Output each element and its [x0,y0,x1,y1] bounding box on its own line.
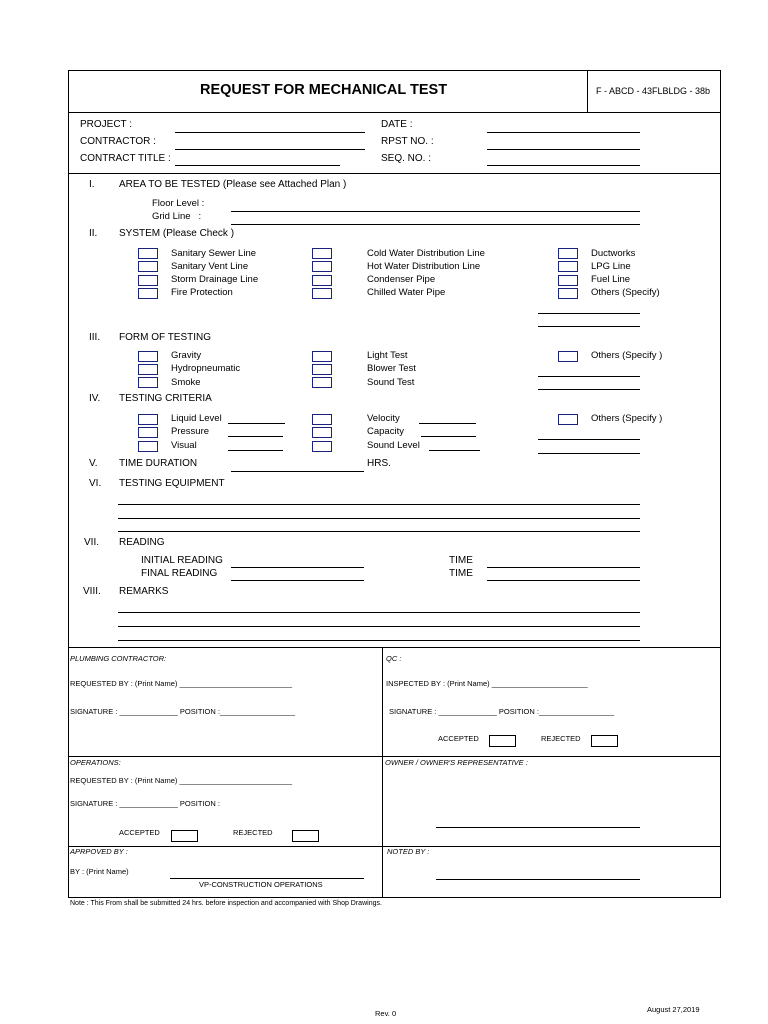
system-item: Sanitary Sewer Line [171,248,257,259]
plumbing-contractor-heading: PLUMBING CONTRACTOR: [70,654,167,663]
criteria-item: Liquid Level [171,413,222,424]
remarks-line[interactable] [118,640,640,641]
floor-level-field[interactable] [231,211,640,212]
operations-heading: OPERATIONS: [70,758,121,767]
contractor-field[interactable] [175,149,365,150]
checkbox-storm-drainage[interactable] [138,275,158,286]
section3-number: III. [89,332,101,343]
system-item: Storm Drainage Line [171,274,259,285]
equipment-line[interactable] [118,518,640,519]
operations-rejected-box[interactable] [292,830,319,842]
section3-label: FORM OF TESTING [119,332,212,343]
form-code: F - ABCD - 43FLBLDG - 38b [596,86,711,96]
project-label: PROJECT : [80,119,133,130]
revision-label: Rev. 0 [375,1009,397,1018]
plumbing-requested-by[interactable]: REQUESTED BY : (Print Name) ___________________________ [70,679,293,688]
section8-number: VIII. [83,586,101,597]
signature-center-divider [382,647,383,898]
operations-accepted-box[interactable] [171,830,198,842]
submission-note: Note : This From shall be submitted 24 hrs. before inspection and accompanied with Shop Drawings. [70,900,382,907]
criteria-others-field[interactable] [538,453,640,454]
system-others-field[interactable] [538,326,640,327]
header-bottom-line [68,112,721,113]
approved-by-field[interactable] [170,878,364,879]
checkbox-sanitary-vent[interactable] [138,261,158,272]
checkbox-smoke[interactable] [138,377,158,388]
system-item: Hot Water Distribution Line [367,261,481,272]
criteria-others-field[interactable] [538,439,640,440]
sound-level-field[interactable] [429,450,480,451]
checkbox-pressure[interactable] [138,427,158,438]
checkbox-hot-water[interactable] [312,261,332,272]
testing-form-item: Light Test [367,350,408,361]
capacity-field[interactable] [421,436,476,437]
testing-form-item: Smoke [171,377,201,388]
owner-signature-line[interactable] [436,827,640,828]
checkbox-ductworks[interactable] [558,248,578,259]
checkbox-cold-water[interactable] [312,248,332,259]
rpst-no-label: RPST NO. : [381,136,434,147]
revision-date: August 27,2019 [647,1005,700,1014]
noted-by-heading: NOTED BY : [387,847,430,856]
checkbox-testing-others[interactable] [558,351,578,362]
checkbox-fuel-line[interactable] [558,275,578,286]
system-item: Sanitary Vent Line [171,261,249,272]
operations-accepted-label: ACCEPTED [119,828,160,837]
checkbox-gravity[interactable] [138,351,158,362]
section7-number: VII. [84,537,100,548]
checkbox-capacity[interactable] [312,427,332,438]
testing-others-field[interactable] [538,376,640,377]
rpst-no-field[interactable] [487,149,640,150]
equipment-line[interactable] [118,531,640,532]
time-duration-field[interactable] [231,471,364,472]
criteria-item: Velocity [367,413,400,424]
criteria-item: Visual [171,440,197,451]
qc-rejected-label: REJECTED [541,734,581,743]
system-item: Others (Specify) [591,287,660,298]
approved-by-heading: APRPOVED BY : [70,847,128,856]
hrs-label: HRS. [367,458,391,469]
initial-time-label: TIME [449,555,473,566]
criteria-others-label: Others (Specify ) [591,413,663,424]
section4-label: TESTING CRITERIA [119,393,212,404]
grid-line-field[interactable] [231,224,640,225]
qc-accepted-box[interactable] [489,735,516,747]
testing-form-item: Hydropneumatic [171,363,241,374]
header-divider [587,70,588,112]
checkbox-chilled-water[interactable] [312,288,332,299]
grid-line-label: Grid Line : [152,211,202,222]
section8-label: REMARKS [119,586,169,597]
approved-by-role: VP-CONSTRUCTION OPERATIONS [199,880,323,889]
checkbox-sound-test[interactable] [312,377,332,388]
checkbox-lpg-line[interactable] [558,261,578,272]
checkbox-sound-level[interactable] [312,441,332,452]
operations-requested-by[interactable]: REQUESTED BY : (Print Name) ___________________________ [70,776,293,785]
owner-heading: OWNER / OWNER'S REPRESENTATIVE : [385,758,528,767]
final-time-label: TIME [449,568,473,579]
system-item: Fuel Line [591,274,631,285]
initial-reading-label: INITIAL READING [141,555,223,566]
system-others-field[interactable] [538,313,640,314]
plumbing-signature[interactable]: SIGNATURE : ______________ POSITION :__________________ [70,707,296,716]
qc-heading: QC : [386,654,402,663]
pressure-field[interactable] [228,436,283,437]
testing-form-item: Gravity [171,350,202,361]
system-item: Fire Protection [171,287,233,298]
initial-time-field[interactable] [487,567,640,568]
testing-others-label: Others (Specify ) [591,350,663,361]
project-field[interactable] [175,132,365,133]
checkbox-hydropneumatic[interactable] [138,364,158,375]
system-item: Chilled Water Pipe [367,287,446,298]
section5-number: V. [89,458,98,469]
qc-inspected-by[interactable]: INSPECTED BY : (Print Name) _______________________ [386,679,588,688]
approved-by-name-label: BY : (Print Name) [70,867,129,876]
section2-label: SYSTEM (Please Check ) [119,228,235,239]
system-item: Ductworks [591,248,636,259]
checkbox-light-test[interactable] [312,351,332,362]
equipment-line[interactable] [118,504,640,505]
checkbox-velocity[interactable] [312,414,332,425]
section5-label: TIME DURATION [119,458,198,469]
info-bottom-line [68,173,721,174]
checkbox-sanitary-sewer[interactable] [138,248,158,259]
final-reading-label: FINAL READING [141,568,218,579]
section2-number: II. [89,228,98,239]
checkbox-liquid-level[interactable] [138,414,158,425]
remarks-line[interactable] [118,612,640,613]
section6-number: VI. [89,478,102,489]
testing-form-item: Sound Test [367,377,415,388]
page-title: REQUEST FOR MECHANICAL TEST [200,82,448,98]
checkbox-blower-test[interactable] [312,364,332,375]
checkbox-system-others[interactable] [558,288,578,299]
signature-row-line [68,756,721,757]
checkbox-fire-protection[interactable] [138,288,158,299]
remarks-line[interactable] [118,626,640,627]
final-time-field[interactable] [487,580,640,581]
testing-form-item: Blower Test [367,363,416,374]
seq-no-label: SEQ. NO. : [381,153,432,164]
velocity-field[interactable] [419,423,476,424]
section7-label: READING [119,537,165,548]
system-item: Cold Water Distribution Line [367,248,485,259]
criteria-item: Pressure [171,426,210,437]
contract-title-field[interactable] [175,165,340,166]
date-label: DATE : [381,119,413,130]
contractor-label: CONTRACTOR : [80,136,156,147]
section1-label: AREA TO BE TESTED (Please see Attached Plan ) [119,179,347,190]
contract-title-label: CONTRACT TITLE : [80,153,171,164]
checkbox-criteria-others[interactable] [558,414,578,425]
operations-rejected-label: REJECTED [233,828,273,837]
checkbox-condenser-pipe[interactable] [312,275,332,286]
date-field[interactable] [487,132,640,133]
qc-signature[interactable]: SIGNATURE : ______________ POSITION :__________________ [389,707,615,716]
initial-reading-field[interactable] [231,567,364,568]
section1-number: I. [89,179,95,190]
system-item: LPG Line [591,261,631,272]
visual-field[interactable] [228,450,283,451]
checkbox-visual[interactable] [138,441,158,452]
qc-accepted-label: ACCEPTED [438,734,479,743]
noted-by-field[interactable] [436,879,640,880]
final-reading-field[interactable] [231,580,364,581]
operations-signature[interactable]: SIGNATURE : ______________ POSITION : [70,799,220,808]
liquid-level-field[interactable] [228,423,285,424]
testing-others-field[interactable] [538,389,640,390]
floor-level-label: Floor Level : [152,198,205,209]
seq-no-field[interactable] [487,165,640,166]
section6-label: TESTING EQUIPMENT [119,478,225,489]
system-item: Condenser Pipe [367,274,436,285]
qc-rejected-box[interactable] [591,735,618,747]
criteria-item: Sound Level [367,440,420,451]
section4-number: IV. [89,393,101,404]
criteria-item: Capacity [367,426,404,437]
signature-top-line [68,647,721,648]
